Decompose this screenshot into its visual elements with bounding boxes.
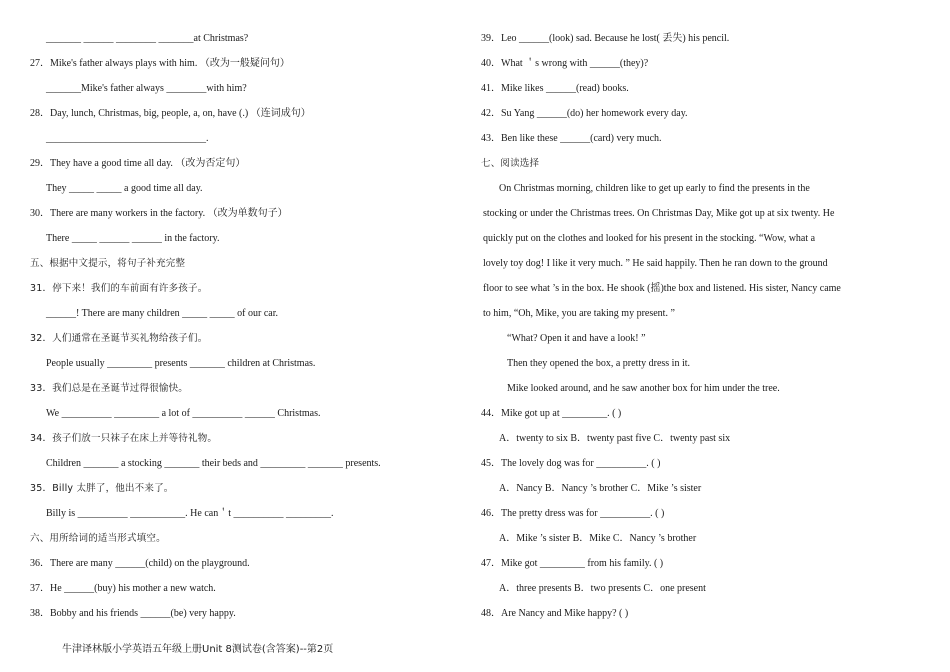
section-5-heading: 五、根据中文提示，将句子补充完整 xyxy=(30,258,186,269)
q31-prompt: 31．停下来！我们的车前面有许多孩子。 xyxy=(30,283,208,294)
q44-options: A．twenty to six B．twenty past five C．twenty past six xyxy=(499,433,731,444)
q34-prompt: 34．孩子们放一只袜子在床上并等待礼物。 xyxy=(30,433,218,444)
q47-options: A．three presents B．two presents C．one present xyxy=(499,583,706,594)
q42-prompt: 42．Su Yang ______(do) her homework every day. xyxy=(481,108,688,119)
section-7-heading: 七、阅读选择 xyxy=(481,158,540,169)
q29-prompt: 29．They have a good time all day. （改为否定句） xyxy=(30,158,246,169)
q37-prompt: 37．He ______(buy) his mother a new watch. xyxy=(30,583,216,594)
q46-prompt: 46．The pretty dress was for __________. ( ) xyxy=(481,508,665,519)
page-footer: 牛津译林版小学英语五年级上册Unit 8测试卷(含答案)--第2页 xyxy=(62,644,334,655)
q27-prompt: 27．Mike's father always plays with him. （改为一般疑问句） xyxy=(30,58,290,69)
q43-prompt: 43．Ben like these ______(card) very much. xyxy=(481,133,662,144)
q48-prompt: 48．Are Nancy and Mike happy? ( ) xyxy=(481,608,629,619)
passage-line-6: to him, “Oh, Mike, you are taking my present. ” xyxy=(483,308,675,319)
section-6-heading: 六、用所给词的适当形式填空。 xyxy=(30,533,166,544)
q30-prompt: 30．There are many workers in the factory. （改为单数句子） xyxy=(30,208,288,219)
passage-line-2: stocking or under the Christmas trees. On Christmas Day, Mike got up at six twenty. He xyxy=(483,208,835,219)
q26-blank-line: _______ ______ ________ _______at Christmas? xyxy=(46,33,249,44)
q31-answer-line: ______! There are many children _____ _____ of our car. xyxy=(46,308,278,319)
q47-prompt: 47．Mike got _________ from his family. ( ) xyxy=(481,558,664,569)
q35-prompt: 35．Billy 太胖了，他出不来了。 xyxy=(30,483,174,494)
passage-line-7: “What? Open it and have a look! ” xyxy=(507,333,646,344)
passage-line-8: Then they opened the box, a pretty dress in it. xyxy=(507,358,691,369)
q34-answer-line: Children _______ a stocking _______ their beds and _________ _______ presents. xyxy=(46,458,381,469)
q33-prompt: 33．我们总是在圣诞节过得很愉快。 xyxy=(30,383,188,394)
passage-line-4: lovely toy dog! I like it very much. ” He said happily. Then he ran down to the ground xyxy=(483,258,828,269)
q39-prompt: 39．Leo ______(look) sad. Because he lost( 丢失) his pencil. xyxy=(481,33,730,44)
passage-line-9: Mike looked around, and he saw another box for him under the tree. xyxy=(507,383,780,394)
q32-answer-line: People usually _________ presents _______ children at Christmas. xyxy=(46,358,316,369)
passage-line-3: quickly put on the clothes and looked for his present in the stocking. “Wow, what a xyxy=(483,233,816,244)
q41-prompt: 41．Mike likes ______(read) books. xyxy=(481,83,629,94)
q44-prompt: 44．Mike got up at _________. ( ) xyxy=(481,408,622,419)
q29-answer-line: They _____ _____ a good time all day. xyxy=(46,183,203,194)
q45-prompt: 45．The lovely dog was for __________. ( ) xyxy=(481,458,661,469)
passage-line-1: On Christmas morning, children like to get up early to find the presents in the xyxy=(499,183,810,194)
q38-prompt: 38．Bobby and his friends ______(be) very happy. xyxy=(30,608,236,619)
q27-answer-line: _______Mike's father always ________with him? xyxy=(46,83,247,94)
passage-line-5: floor to see what ’s in the box. He shook (摇)the box and listened. His sister, Nancy came xyxy=(483,283,841,294)
q46-options: A．Mike ’s sister B．Mike C．Nancy ’s brother xyxy=(499,533,697,544)
q36-prompt: 36．There are many ______(child) on the playground. xyxy=(30,558,250,569)
q33-answer-line: We __________ _________ a lot of __________ ______ Christmas. xyxy=(46,408,321,419)
q28-answer-line: ________________________________. xyxy=(46,133,209,144)
q45-options: A．Nancy B．Nancy ’s brother C．Mike ’s sister xyxy=(499,483,702,494)
q28-prompt: 28．Day, lunch, Christmas, big, people, a, on, have (.) （连词成句） xyxy=(30,108,311,119)
q35-answer-line: Billy is __________ ___________. He can＇t __________ _________. xyxy=(46,508,334,519)
q32-prompt: 32．人们通常在圣诞节买礼物给孩子们。 xyxy=(30,333,208,344)
q30-answer-line: There _____ ______ ______ in the factory. xyxy=(46,233,220,244)
q40-prompt: 40．What ＇s wrong with ______(they)? xyxy=(481,58,649,69)
